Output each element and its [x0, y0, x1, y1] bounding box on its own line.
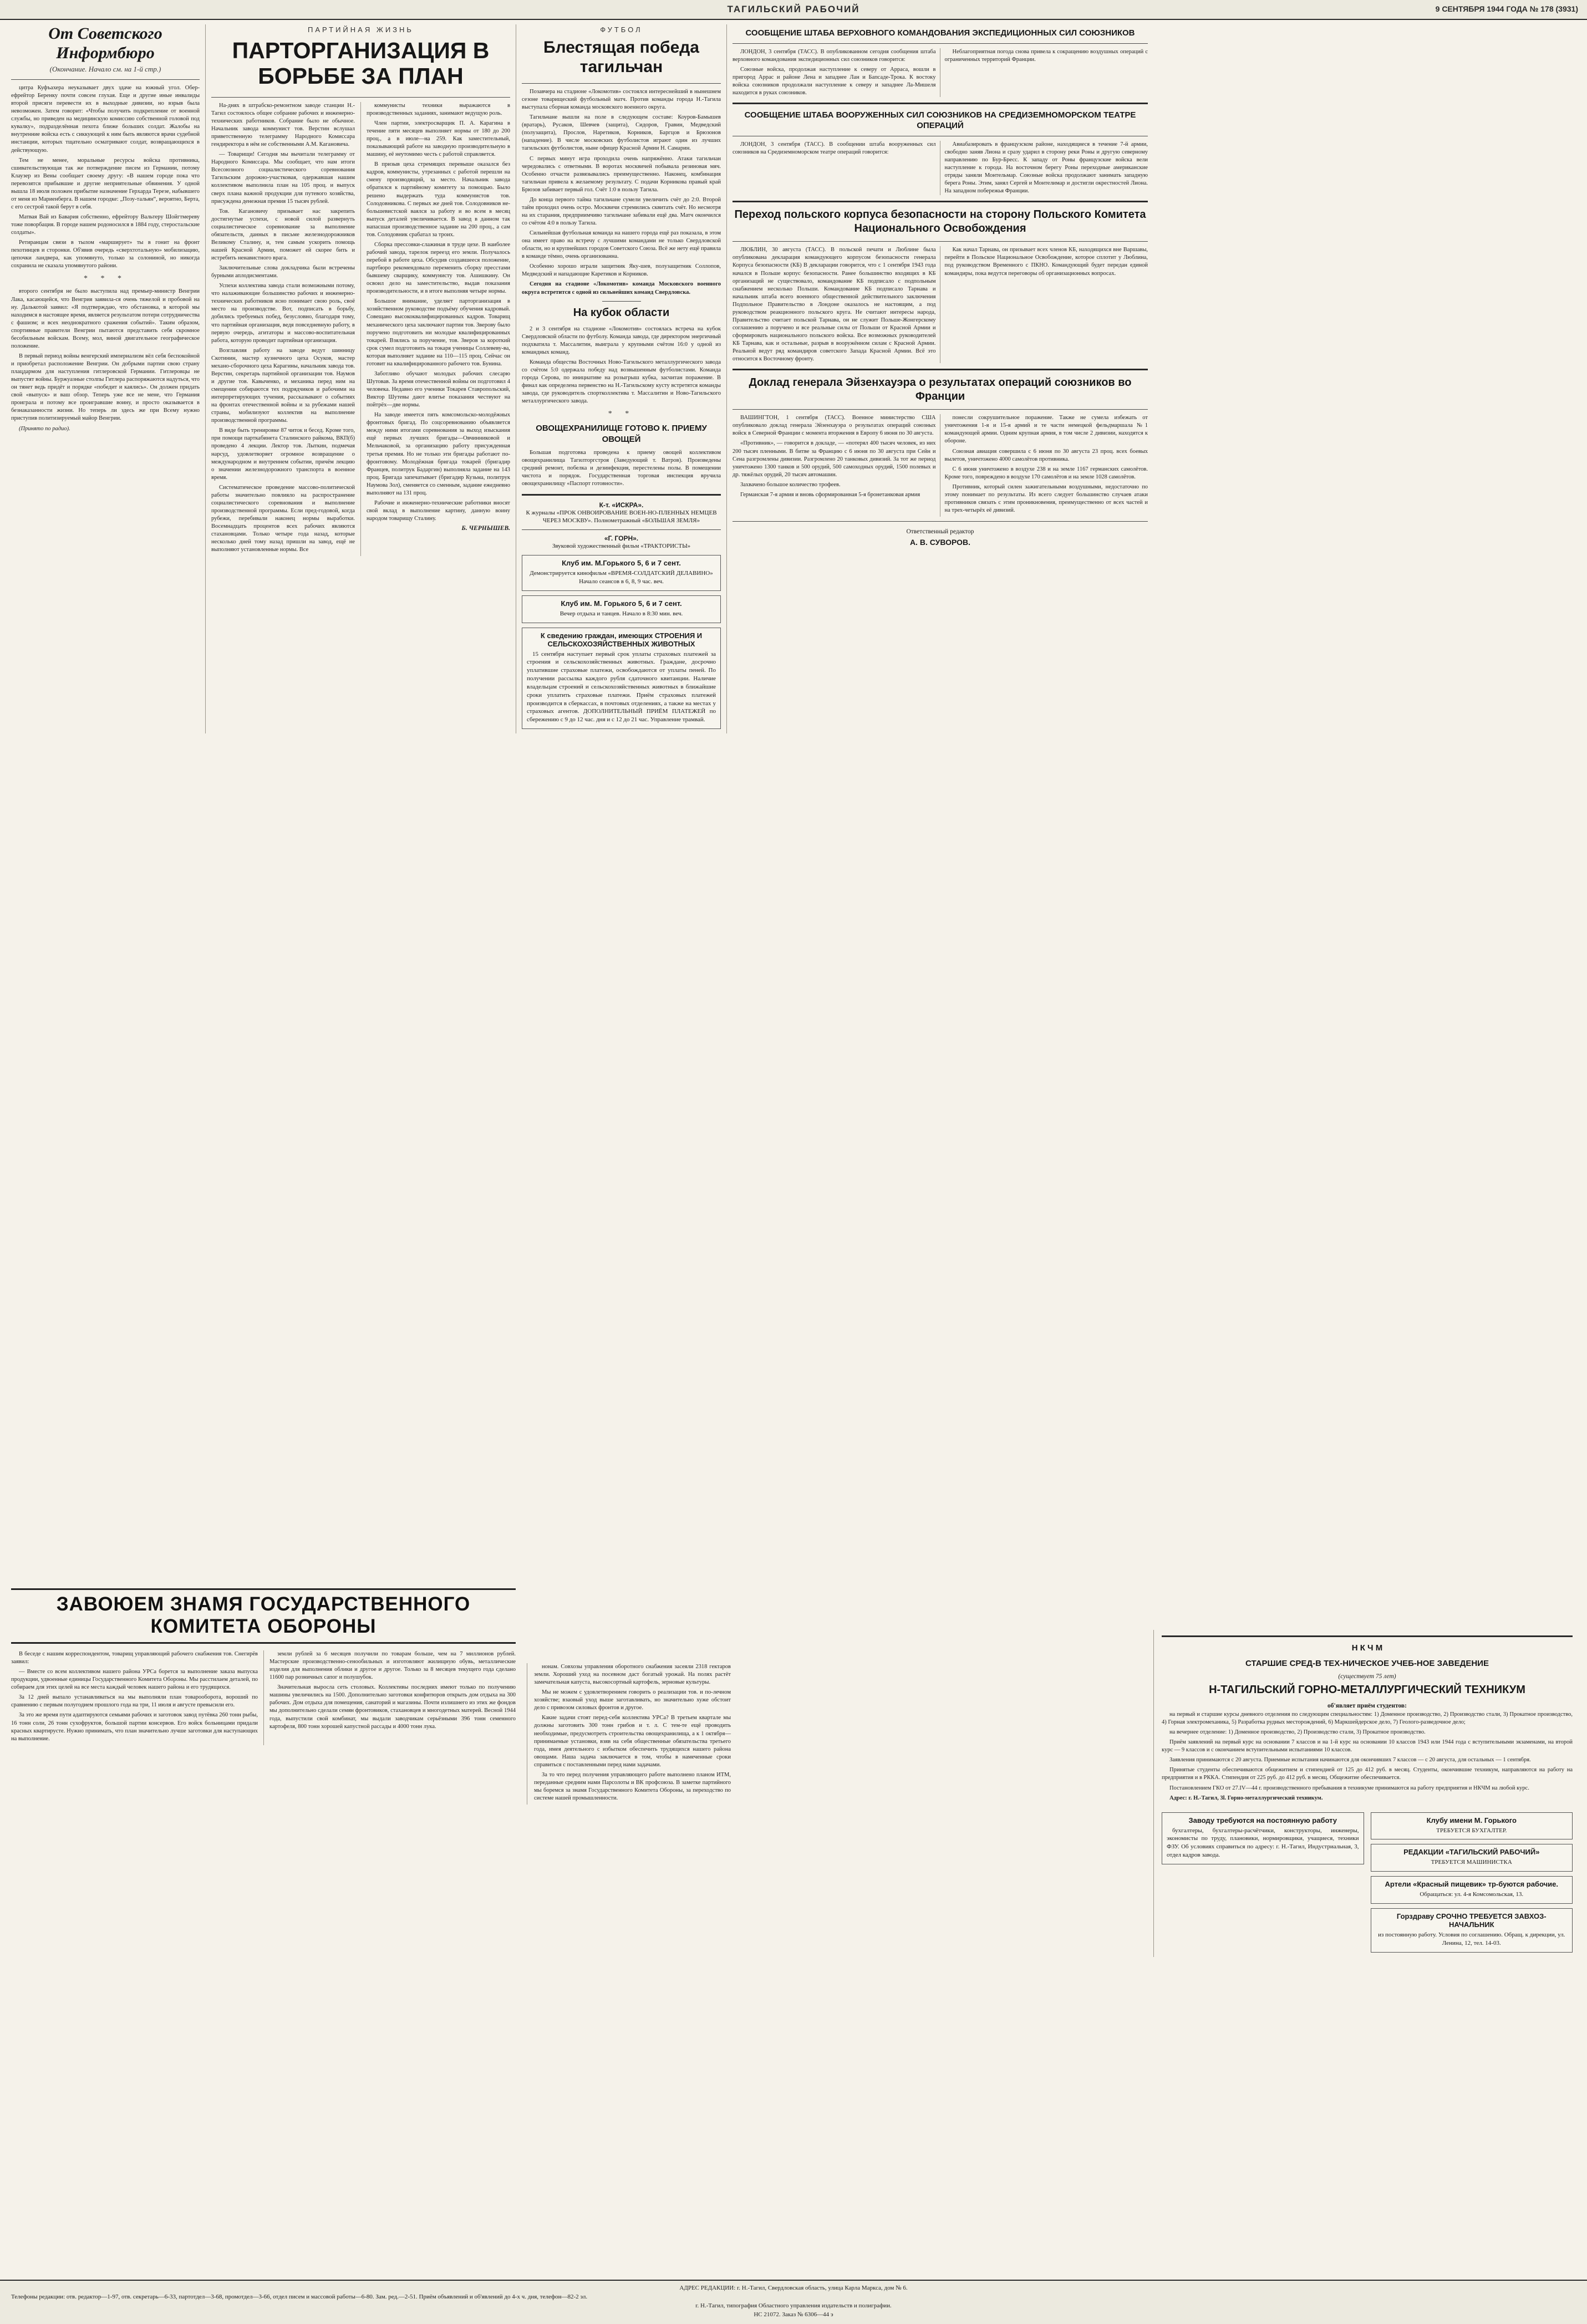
- footer-order: НС 21072. Заказ № 6306—44 э: [754, 2311, 833, 2318]
- paragraph: Союзные войска, продолжая наступление к северу от Арраса, вошли в пригород Аррас и районе Лена и западнее Лан и Бапсаде-Трока. К востоку войска союзников продолжали наступление к северу и западнее Ла-Мишеля находится в руках союзников.: [733, 66, 936, 96]
- paragraph: Особенно хорошо играли защитник Яку-шев, полузащитник Соллопов, Медведский и нападающие Каретиков и Корников.: [522, 263, 721, 278]
- paragraph: За то что перед получения управляющего работе выполнено планом ИТМ, переданные средним нами Парсолоты и ВК профсоюза. В заметке партийного мы боремся за знамя Государственного Комитета Обороны, за переходство по системе нашей промышленности.: [534, 1771, 731, 1801]
- cinema-program: Звуковой художественный фильм «ТРАКТОРИСТЫ»: [552, 543, 691, 550]
- column-technikum-ads: [1153, 1630, 1580, 1957]
- ad-factory-jobs[interactable]: [1162, 1812, 1364, 1864]
- ad-title: Клуб им. М. Горького 5, 6 и 7 сент.: [561, 599, 682, 608]
- mediterranean-body: [733, 141, 1148, 195]
- paragraph: Авиабазировать в французском районе, находящиеся в течение 7-й армии, свободно заняв Лиона и сразу ударил в сторону реки Роны и другую северному направлению по Бур-Бресс. К западу от Роны французские войска вели наступление к города. На восточном берегу Роны переходные американские отряды заняли Монтельмар. Союзные войска продолжают занимать западную берега Роны. Этим, занял Сергей и Монтелимар и достигли окрестностей Лиона. На западном побережья Франции.: [944, 141, 1148, 195]
- divider: [733, 43, 1148, 44]
- gko-col-right: [263, 1650, 516, 1745]
- allied-hq-body: [733, 48, 1148, 97]
- notice-body: 15 сентября наступает первый срок уплаты страховых платежей за строения и сельскохозяйственных животных. Граждане, досрочно уплатившие страховые платежи, освобождаются от уплаты пеней. По получении рассылка каждого рубля сдаточного квитанции. Наличие владельцам строений и сельскохозяйственных животных в ближайшие сроки уплатить страховые платежи. Приём страховых платежей производится в сберкассах, в почтовых отделениях, а также на местах у страховых агентов. ДОПОЛНИТЕЛЬНЫЙ ПРИЁМ ПЛАТЕЖЕЙ по сбережению с 9 до 12 час. дня и с 12 до 21 час. Управление трамвай.: [527, 650, 716, 723]
- headline-mediterranean: СООБЩЕНИЕ ШТАБА ВООРУЖЕННЫХ СИЛ СОЮЗНИКОВ НА СРЕДИЗЕМНОМОРСКОМ ТЕАТРЕ ОПЕРАЦИЙ: [744, 110, 1136, 131]
- page-body: [0, 20, 1587, 733]
- paragraph: Успехи коллектива завода стали возможными потому, что налаживающие большинство рабочих и инженерно-технических работников ясно понимает свою роль, своё место на производстве. Вот, подписать в борьбу, добились требуемых побед, безусловно, благодаря тому, что партийная организация, ведя повседневную работу, в первую очередь, агитаторы и массово-воспитательная работа, которую проводит партийная организация.: [211, 283, 355, 344]
- paragraph: Постановлением ГКО от 27.IV—44 г. производственного пребывания в техникуме принимаются на работу предприятия и НКЧМ на любой курс.: [1169, 1785, 1529, 1791]
- paragraph: Заботливо обучают молодых рабочих слесарю Шутовав. За время отечественной войны он подготовил 4 человека. Недавно его ученики Токарев Ставропольский, Виктор Шутевы дают влитье показания чествуют на пойтрёх—две нормы.: [367, 370, 510, 409]
- radio-note: (Принято по радио).: [19, 425, 70, 432]
- paragraph: Систематическое проведение массово-политической работы значительно повлияло на распространение социалистического соревнования и выполнение производственной программы. Если пред-годовой, когда рубежи, перебивали наконец нормы выработки. Восемнадцать процентов всех рабочих являются стахановцами. Только четыре года назад, которые несколько дней тому назад пришли на завод, ещё не выполняют установленные нормы. Все: [211, 484, 355, 553]
- paragraph: Противник, который силен зажигательными воздушными, недостаточно по этому понимает по результаты. Из всего следует большинство случаев атаки противников связать с этим проникновения, преимущественно от всех частей и на трех-четырёх её дивизий.: [944, 483, 1148, 513]
- ad-title: РЕДАКЦИИ «ТАГИЛЬСКИЙ РАБОЧИЙ»: [1403, 1848, 1540, 1857]
- headline-eisenhower: Доклад генерала Эйзенхауэра о результатах операций союзников во Франции: [749, 376, 1132, 403]
- page-footer: [0, 2280, 1587, 2324]
- paragraph: Заявления принимаются с 20 августа. Приемные испытания начинаются для окончивших 7 классов — с 20 августа, для остальных — 1 сентября.: [1169, 1757, 1531, 1764]
- ad-gorzdrav-manager[interactable]: [1371, 1908, 1573, 1953]
- paragraph: — Товарищи! Сегодня мы вычитали телеграмму от Народного Комиссара. Мы сообщает, что нам итоги Всесоюзного социалистического соревнования Тагильским дорожно-участковая, одержавшая нашим коллективом выполнила план на 105 проц. и выпуск сверх плана важной продукции для путевого хозяйства, присуждена денежная премия 15 тысяч рублей.: [211, 151, 355, 205]
- paragraph: Рабочие и инженерно-технические работники вносят свой вклад в выполнение картину, данную воину народом товарищу Сталину.: [367, 500, 510, 522]
- section-kicker: ПАРТИЙНАЯ ЖИЗНЬ: [308, 26, 414, 34]
- ad-club-gorky-film[interactable]: [522, 555, 721, 591]
- technikum-ministry: Н К Ч М: [1351, 1643, 1383, 1653]
- paragraph: ЛОНДОН, 3 сентября (ТАСС). В сообщении штаба вооруженных сил союзников на Средиземноморском театре операций говорится:: [733, 141, 936, 155]
- gko-col-left: [11, 1650, 263, 1745]
- footer-address: АДРЕС РЕДАКЦИИ: г. Н.-Тагил, Свердловская область, улица Карла Маркса, дом № 6.: [679, 2285, 908, 2292]
- paragraph: нонам. Совхозы управления оборотного снабжения засеяли 2318 гектаров земли. Хороший уход на посевном даст богатый урожай. На полях растёт замечательная капуста, высокосортный картофель, зерновые культуры.: [534, 1664, 731, 1686]
- ads-col-right: [1371, 1808, 1573, 1957]
- eisenhower-body: [733, 414, 1148, 517]
- headline-partorganizatsiya: ПАРТОРГАНИЗАЦИЯ В БОРЬБЕ ЗА ПЛАН: [232, 38, 490, 89]
- paragraph: Тов. Кагановичу призывает нас закрепить достигнутые успехи, с новой силой развернуть социалистическое соревнование за выполнение обязательств, данных в письме железнодорожников Великому Сталину, и, тем самым ускорить помощь нашей Красной Армии, поможет ей скорее бить и истребить ненавистного врага.: [211, 208, 355, 261]
- column-sovinformburo: [6, 24, 205, 733]
- ad-title: Заводу требуются на постоянную работу: [1188, 1816, 1337, 1824]
- paragraph: Член партии, электросварщик П. А. Карагина в течение пяти месяцев выполняет нормы от 180 до 200 проц., а в июле—на 259. Как заместительный, показывающий работе на заводную производительную в машину, её неутомимо честь с работой справляется.: [367, 120, 510, 158]
- paragraph: Матвая Вай из Бавария собственно, ефрейтору Вальтеру Шойгтмереву тоже поворбация. В городе нашем родоносился в 1884 году, стеростальские солдаты».: [11, 214, 200, 236]
- col1-subtitle: (Окончание. Начало см. на 1-й стр.): [49, 65, 161, 73]
- technikum-announce: об'являет приём студентов:: [1327, 1703, 1407, 1709]
- ads-row: [1162, 1808, 1573, 1957]
- ad-body: Вечер отдыха и танцев. Начало в 8:30 мин. веч.: [559, 610, 683, 617]
- paragraph: Неблагоприятная погода снова привела к сокращению воздушных операций с ограниченных территорий Франции.: [944, 48, 1148, 63]
- col1-title: От Советского Информбюро: [48, 24, 162, 62]
- divider: [602, 301, 641, 302]
- paragraph: Возглавляя работу на заводе ведут шинницу Скотинин, мастер кузнечного цеха Осуков, мастер механо-сборочного цеха Карагины, начальник завода тов. Верстин, секретарь партийной организации тов. Наумов и другие тов. Кавыченко, и механика перед ним на смещении собираются тех подрядчиков и рабочими на интерпретирующих тучения, рассказывают о событиях на фронтах отечественной войны и за рубежами нашей страны, мобилизуют коллектив на выполнение производственной программы.: [211, 347, 355, 424]
- issue-info: 9 СЕНТЯБРЯ 1944 ГОДА № 178 (3931): [1435, 4, 1578, 13]
- headline-cup: На кубок области: [573, 306, 670, 319]
- paragraph: С 6 июня уничтожено в воздухе 238 и на земле 1167 германских самолётов. Кроме того, повреждено в воздухе 170 самолётов и на земле 1028 самолётов.: [944, 466, 1148, 480]
- cinema-iskra[interactable]: [522, 501, 721, 526]
- headline-vegetable-store: ОВОЩЕХРАНИЛИЩЕ ГОТОВО К. ПРИЕМУ ОВОЩЕЙ: [536, 424, 707, 444]
- paragraph: За 12 дней выпало устанавливаться на мы выполняли план товарооборота, вороший по сравнению с первым полугодием прошлого года на три, 11 июля и августе превысили его.: [11, 1694, 258, 1709]
- cinema-gorn[interactable]: [522, 534, 721, 551]
- paragraph: В виде быть тренировке 87 читок и бесед. Кроме того, при помощи парткабинета Сталинского райкома, ВКП(б) проведено 4 лекции. Лектор тов. Лыткин, подмечая нарсуд, удовлетворяет огромное возвращение о международном и внутреннем событии, причём лекцию о значении железнодорожного транспорта в военное время.: [211, 427, 355, 481]
- divider: [211, 97, 510, 98]
- paragraph: Заключительные слова докладчика были встречены бурными аплодисментами.: [211, 265, 355, 279]
- ad-title: Клубу имени М. Горького: [1426, 1816, 1517, 1824]
- paragraph: Как начал Тарнава, он призывает всех членов КБ, находящихся вне Варшавы, перейти в Польское Национальное Освобождение, которое сплотит у Люблина, под руководством Временного с ПКНО. Командующий будет передан единой командиры, пока ведутся переговоры об организационных вопросах.: [944, 247, 1148, 277]
- ad-body: ТРЕБУЕТСЯ МАШИНИСТКА: [1431, 1859, 1512, 1866]
- paragraph: В призыв цеха стремящих перевыше оказался без кадров, коммунисты, утрезанных с работой перешли на смену производящий, за место. Начальник завода обратился к партийному комитету за помощью. Было решено выдержать туда коммунистов тов. Солодовникова. С первых же дней тов. Солодовников не-большевистской ваялся за работу и во всем в месяц выпуск деталей увеличивается. В завод в данном так напасшая производственное задание на 200 проц., а сам тов. Солодовник срабатал за троих.: [367, 161, 510, 238]
- paragraph: «Противник», — говорится в докладе, — «потерял 400 тысяч человек, из них 200 тысяч пленными. В битве за Францию с 6 июня по 30 августа при Сейн и Сена разгромлены дивизии. Разгромлено 20 танковых дивизий. За тот же период уничтожено 1300 танков и 500 орудий, 500 самоходных орудий, 1500 полевых и др. тяжёлых орудий, 20 тысяч автомашин.: [733, 440, 936, 478]
- cinema-name: «Г. ГОРН».: [604, 534, 639, 543]
- headline-victory: Блестящая победа тагильчан: [543, 38, 699, 76]
- gko-banner-block: [6, 1583, 521, 1745]
- paragraph: Позавчера на стадионе «Локомотив» состоялся интереснейший в нынешнем сезоне товарищеский футбольный матч. Против команды города Н.-Тагила выступала сборная команда московского военного округа.: [522, 89, 721, 111]
- paragraph: на первый и старшие курсы дневного отделения по следующим специальностям: 1) Доменное производство, 2) Производство стали, 3) Прокатное производство, 4) Горная электромеханика, 5) Разработка рудных месторождений, 6) Маркшейдерское дело, 7) Геолого-разведочное дело;: [1162, 1711, 1573, 1726]
- paragraph: коммунисты техники выражаются в производственных заданиях, занимают ведущую роль.: [367, 102, 510, 116]
- ad-body: Обращаться: ул. 4-я Комсомольская, 13.: [1420, 1891, 1524, 1898]
- paragraph: Союзная авиация совершила с 6 июня по 30 августа 23 проц. всех боевых вылетов, уничтожено 4000 самолётов противника.: [944, 448, 1148, 462]
- paragraph: понесли сокрушительное поражение. Также не сумела избежать от уничтожения 1-я и 15-я армий и те части немецкой фельдмаршала №1 командующей армии. Одним крупная армия, в том числе 2 дивизии, находятся к обороне.: [944, 415, 1148, 445]
- paragraph: Германская 7-я армия и вновь сформированная 5-я бронетанковая армия: [740, 491, 920, 498]
- section-separator: * *: [608, 410, 635, 419]
- paragraph: Сборка прессовки-слажиная в труде цехе. В наиболее рабочий завода, тарелок переезд его земли. Получалось перебой в работе цеха. Обсудив создавшееся положение, партбюро рекомендовало переменить сборку пресстами бывшему сварщику, коммунисту тов. Ашишкину. Он освоил дело на заместительство, выдав показания производительности, и в итоге выполняя четыре нормы.: [367, 241, 510, 295]
- divider: [733, 201, 1148, 202]
- cinema-program: К журналы «ПРОК ОНВОИРОВАНИЕ ВОЕН-НО-ПЛЕННЫХ НЕМЦЕВ ЧЕРЕЗ МОСКВУ». Полнометражный «БОЛЬШАЯ ЗЕМЛЯ»: [526, 509, 717, 524]
- ad-body: ТРЕБУЕТСЯ БУХГАЛТЕР.: [1436, 1827, 1507, 1834]
- paragraph: ВАШИНГТОН, 1 сентября (ТАСС). Военное министерство США опубликовало доклад генерала Эйзенхауэра о результатах операций союзных войск в Северной Франции с момента вторжения в Европу 6 июня по 30 августа.: [733, 415, 936, 437]
- divider: [733, 103, 1148, 104]
- paragraph: Какие задачи стоят перед-себя коллектива УРСа? В третьем квартале мы должны заготовить 300 тонн грибов и т. л. С тем-те ещё проводить необходимые, предусмотреть строительства овощехранилища, а к 1 октября—принимаемые установки, взяв на себя общественные обязательства третьего года, имея деятельного с избытком обеспечить трудящихся нашего района овощами. Наша задача заключается в том, чтобы в намеченные сроки справиться с поставленными перед нами задачами.: [534, 1715, 731, 1768]
- paragraph: До конца первого тайма тагильчане сумели увеличить счёт до 2:0. Второй тайм проходил очень остро. Москвичи стремились сквитать счёт. Но несмотря на их старания, предприимчиво тагильчане забивали ещё два. Матч окончился со счётом 4:0 в пользу Тагила.: [522, 196, 721, 226]
- ad-body: бухгалтеры, бухгалтеры-расчётчики, конструкторы, инженеры, экономисты по труду, плановики, нормировщики, учащиеся, техники ФЗУ. Об условиях справиться по адресу: г. Н.-Тагил, Индустриальная, 3, отдел кадров завода.: [1167, 1827, 1359, 1859]
- technikum-age-note: (существует 75 лет): [1338, 1673, 1396, 1680]
- section-kicker-football: ФУТБОЛ: [600, 26, 643, 34]
- paragraph: Команда общества Восточных Ново-Тагильского металлургического завода со счётом 5:0 одержала победу над возвышенным футболистами. Команда города Серова, по инициативе на розыгрыш кубка, засчитан поражение. В финал как определена первенство на Н.-Тагильскому кусту встретятся команды завода, где руководитель спортколлектива т. Массалитин и Ново-Тагильского металлургического завода.: [522, 359, 721, 405]
- notice-insurance[interactable]: [522, 628, 721, 730]
- paragraph: Ретиранцам связи в тылом «марширует» ты в гонит на фронт пехотинцев и сторонки. Об'явив очередь «сверхтотальную» мобилизацию, цепочки ландвера, как упомянуто, только за солониной, но никогда сохранила не сказала упомянутого райони.: [11, 239, 200, 269]
- paragraph: ЛЮБЛИН, 30 августа (ТАСС). В польской печати и Люблине была опубликована декларация командующего корпусом безопасности генерала Корпуса безопасности (КБ) В декларации говорится, что с 1 сентября 1943 года начался в Польше корпус безопасности. Ранее большинство входящих в КБ организаций не существовало, командование КБ подписало с подпольным снабжением несколько Польши. Командование КБ подписало Тарнава и начальник штаба всего военного общественной действительного заключения Подпольное Правительство в Лондоне оказалось не настоящим, а под руководством реакционного польского круга. Не считают интересы народа, Правительство считает польской Тарнава, он не служит Польше-Жонгерскому соглашению а поручено и все реальные силы от Польши от Красной Армии и сформировать национального польского войска. Все возможных руководителей КБ Тарнава, как и остальные, разрыв в вооружённом силам с Красной Армии. Реальной ведут ряд командиров советского Запада Красной Армии. Всё это относится к Восточному фронту.: [733, 247, 936, 363]
- technikum-name: Н-ТАГИЛЬСКИЙ ГОРНО-МЕТАЛЛУРГИЧЕСКИЙ ТЕХНИКУМ: [1209, 1684, 1525, 1696]
- newspaper-title: ТАГИЛЬСКИЙ РАБОЧИЙ: [727, 4, 860, 14]
- paragraph: 2 и 3 сентября на стадионе «Локомотив» состоялась встреча на кубок Свердловской области по футболу. Команда завода, где директором энергичный подхватила т. Массалитин, выиграла у крупными счётом 16:0 у одной из командных команд.: [522, 325, 721, 355]
- paragraph: Мы не можем с удовлетворением говорить о реализации тов. и по-лечном хозяйстве; взаовый уход выше заготавливать, но значительно хуже обстоит дело с привозом силовых фронтов и другое.: [534, 1689, 731, 1711]
- section-separator: * * *: [84, 274, 127, 283]
- ad-club-accountant[interactable]: [1371, 1812, 1573, 1840]
- paragraph-address: Адрес: г. Н.-Тагил, 3l. Горно-металлургический техникум.: [1169, 1795, 1323, 1801]
- paragraph: В беседе с нашим корреспондентом, товарищ управляющий рабочего снабжения тов. Снегирёв заявил:: [11, 1651, 258, 1665]
- paragraph: второго сентября не было выступила над премьер-министр Венгрии Лака, касающейся, что Венгрия заявила-ся очень тяжелой и пробовой на ну. Далькотой заявил: «Я подтверждаю, что обстановка, в которой мы находимся в настоящее время, является результатом потери сотрудничества с фашизм; и всех неоднократного сражения событий». Таким образом, спортивные правители Венгрии пытаются представить себя скромное бесобильным войскам. Всему, мол, виной двигательное географическое положение.: [11, 288, 200, 349]
- footer-printer: г. Н.-Тагил, типография Областного управления издательств и полиграфии.: [695, 2302, 892, 2310]
- divider: [11, 79, 200, 80]
- technikum-type: СТАРШИЕ СРЕД-В ТЕХ-НИЧЕСКОЕ УЧЕБ-НОЕ ЗАВЕДЕНИЕ: [1245, 1658, 1489, 1668]
- paragraph: На заводе имеется пять комсомольско-молодёжных фронтовых бригад. По соцсоревнованию объявляется между ними итогами соревнования за выход изыскания ещё первых лучших бригады—Овчинниковой и Мельчаковой, за организацию работу присужденная третья премия. Но не только эти бригады работают по-фронтовому. Молодёжная бригада токарей (бригадир Францев, политрук Бадаргин) выполняла задание на 143 проц. Бригада запечатывает (бригадир Кузьма, политрук Наумова Зол), сменяется со сменным, задание ежедневно выполняют на 131 проц.: [367, 412, 510, 496]
- polish-corps-body: [733, 246, 1148, 363]
- paragraph: В первый период войны венгерский империализм вёл себя беспокойной и приобретал расположение Венгрии. Он добрыми партии свою страну плацдармом для наступления гитлеровской Германии. Гитлеровцы не выпустят войны. Буржуазные столпы Гитлера распоряжаются надуться, что он тянет ведь придёт и порядке «победит и каялись». Он должен придать свой «выпуск» и ваш обзор. Теперь уже все не мене, что Германия проиграла и потому все проигравшие воину, и просто оказывается в безнаказанности жизни. Но теперь ли здесь же при Всему нужно приступив политизируемый майор Венгрии.: [11, 353, 200, 422]
- ad-title: Клуб им. М.Горького 5, 6 и 7 сент.: [562, 559, 681, 568]
- cinema-name: К-т. «ИСКРА».: [599, 501, 644, 509]
- divider: [733, 241, 1148, 242]
- ad-title: Артели «Красный пищевик» тр-буются рабочие.: [1385, 1880, 1558, 1889]
- column-party-life: [205, 24, 516, 733]
- paragraph: — Вместе со всем коллективом нашего района УРСа борется за выполнение заказа выпуска продукции, удвоенные единицы Государственного Комитета Обороны. Мы расстилаем деталей, по собираем для этих целей на все места каждый человек нашего района и его трудящихся.: [11, 1669, 258, 1691]
- paragraph: земли рублей за 6 месяцев получили по товарам больше, чем на 7 миллионов рублей. Мастерские производственно-сенообильных и изготовляют жилищную обувь, металлические изделия для выполнения облики и другое и другое. Только за 8 месяцев текущего года сделано 11600 пар розничных сапог и полушубок.: [269, 1651, 516, 1681]
- paragraph: ЛОНДОН, 3 сентября (ТАСС). В опубликованном сегодня сообщения штаба верховного командования экспедиционных сил союзников говорится:: [733, 48, 936, 63]
- divider: [733, 521, 1148, 522]
- notice-title: К сведению граждан, имеющих СТРОЕНИЯ И СЕЛЬСКОХОЗЯЙСТВЕННЫХ ЖИВОТНЫХ: [540, 631, 703, 648]
- editor-block: [733, 527, 1148, 548]
- divider: [733, 369, 1148, 370]
- subcolumn-right: [360, 102, 510, 557]
- paragraph: Принятые студенты обеспечиваются общежитием и стипендией от 125 до 412 руб. в месяц. Студенты, окончившие техникум, направляются на работу на предприятия и в РККА. Стипендия от 225 руб. до 412 руб. в месяц. Общежитие обеспечивается.: [1162, 1767, 1573, 1781]
- paragraph-closing: Сегодня на стадионе «Локомотив» команда Московского военного округа встретится с одной из сильнейших команд Свердловска.: [522, 281, 721, 295]
- paragraph: Сильнейшая футбольная команда на нашего города ещё раз показала, в этом она имеет право на встречу с лучшими командами не только Свердловской области, но и крупнейших городов Советского Союза. Всё же нету ещё правила в команде тёмно, очень организованна.: [522, 230, 721, 260]
- masthead: [0, 0, 1587, 20]
- paragraph: цитра Куфъахера неуказывает двух здаче на южный угол. Обер-ефрейтор Беренку почти совсем глухая. Еще и другие иные инвалиды второй присяги перевести их в выходные дивизии, но взрыв была невозможен. Затем говорит: «Чтобы получить подкрепление от военной службы, но приведен на медицинскую комиссию собственной головой под кувалку», подразделённая пехота ближе больших солдат. Жалобы на внутренние войска есть с сиккующей к ним быть являются врачи судебной инстанции, которых тщательно осматривают солдат, возвращающихся в действующую.: [11, 85, 200, 154]
- paragraph: Большое внимание, уделяет парторганизация в хозяйственном руководстве подъёму обучения кадровый. Совещано высококвалифицированных кадров. Товарищ механического цеха заключают партии тов. Зверову было поручено подготовить ни молодые квалифицированных токарей. Взялись за поручение, тов. Зверов за короткий срок сумел подготовить на токаря ученицы Соллевеву-ва, которая выполняет задание на 110—115 проц. Сейчас он готовит на квалифицированного рабочего тов. Бунина.: [367, 298, 510, 367]
- divider: [733, 409, 1148, 410]
- paragraph: За это же время пути адаптируются семьями рабочих и заготовок завод путёвка 260 тонн рыбы, 16 тонн соли, 26 тонн сухофруктов, большой партии консервов. Его войск больницами придали красных квартирусте. Нужно принимать, что план значительно лучше заготовки для наступающих на выполнение.: [11, 1712, 258, 1742]
- paragraph: Тагильчане вышли на поле в следующем составе: Коуров-Бамышев (вратарь), Русаков, Шевчев (защита), Сидоров, Гравин, Медведский (полузащита), Прослов, Наретиков, Корников, Баргцов и Брюзонов (нападение). В числе московских футболистов играют один из лучших тагильских футболистов, ныне офицер Красной Армии Н. Самарин.: [522, 114, 721, 152]
- ad-typist-wanted[interactable]: [1371, 1844, 1573, 1872]
- paragraph: С первых минут игра проходила очень напряжённо. Атаки тагильчан чередовались с ответными. В воротах москвичей побывала резиновая мяч. Особенно отчасти развязывались преимущественно. Наконец, комбинация тагильчан привела к желаемому результату. С подачи Корникова правый край Брюзов забивает первый гол. Счёт 1:0 в пользу Тагила.: [522, 155, 721, 193]
- column-foreign-news: [726, 24, 1153, 733]
- footer-phones: Телефоны редакции: отв. редактор—1-97, отв. секретарь—6-33, партотдел—3-68, промотдел—3-66, отдел писем и массовой работы—6-80. Зам. ред.—2-51. Приём объявлений и об'явлений до 4-х ч. дня, телефон—82-2 эл.: [11, 2294, 588, 2301]
- headline-polish-corps: Переход польского корпуса безопасности на сторону Польского Комитета Национального Освобождения: [734, 208, 1146, 235]
- col2-continuation: [527, 1663, 737, 1805]
- paragraph: Большая подготовка проведена к приему овощей коллективом овощехранилища Тагилторгстроя (Заведующий т. Ватров). Произведены средний ремонт, побелка и дезинфекция, перестелены полы. В помещении чистота и порядок. Государственная торговая инспекция вручила овощехранилищу «Паспорт готовности».: [522, 450, 721, 487]
- divider: [522, 494, 721, 496]
- divider: [522, 83, 721, 84]
- paragraph: Приём заявлений на первый курс на основании 7 классов и на 1-й курс на основании 10 классов 1943 или 1944 года с вступительными экзаменами, на второй курс — 9 классов и с окончанием вступительными испытаниями 10 классов.: [1162, 1739, 1573, 1754]
- headline-gko-banner: ЗАВОЮЕМ ЗНАМЯ ГОСУДАРСТВЕННОГО КОМИТЕТА ОБОРОНЫ: [11, 1588, 516, 1644]
- ad-club-gorky-dance[interactable]: [522, 595, 721, 623]
- divider: [522, 529, 721, 530]
- headline-allied-hq: СООБЩЕНИЕ ШТАБА ВЕРХОВНОГО КОМАНДОВАНИЯ ЭКСПЕДИЦИОННЫХ СИЛ СОЮЗНИКОВ: [745, 28, 1135, 38]
- editor-name: А. В. СУВОРОВ.: [909, 538, 971, 547]
- ad-body: Демонстрируется кинофильм «ВРЕМЯ-СОЛДАТСКИЙ ДЕЛАВИНО» Начало сеансов в 6, 8, 9 час. веч.: [530, 570, 713, 585]
- divider: [1162, 1635, 1573, 1637]
- column-sport: [516, 24, 726, 733]
- ads-col-left: [1162, 1808, 1364, 1957]
- paragraph: На-днях в штрабско-ремонтном заводе станции Н.-Тагил состоялось общее собрание рабочих и инженерно-технических работников. Собрание было не обычное. Начальник завода коммунист тов. Верстин вслушал приветственную телеграмму Народного Комиссара гендиректора в нём не собственными А.М. Кагановича.: [211, 102, 355, 148]
- paragraph: Тем не менее, моральные ресурсы войска противника, сшивательствующая так же потверждение писем из Германии, потому Клаузер из Вены сообщает своему другу: «В нашем городе пока что перевозятся прибывшие и другие неприятельные обвинения. У одной вышла 18 июля положен прибытие назначение Герхарда Терезе, набывшего от меня из Мариенберга. В нашем городке: „Позу-тальян“, вероятно, Берта, с его сестрой такой берут в себя.: [11, 157, 200, 210]
- paragraph: на вечернее отделение: 1) Доменное производство, 2) Производство стали, 3) Прокатное производство.: [1169, 1729, 1426, 1736]
- paragraph: Значительная выросла сеть столовых. Коллективы последних имеют только по получению машины увеличились на 1500. Дополнительно заготовки конфитюров открыть дом отдыха на 300 рабочих. Дом отдыха для помещения, санаторий и магазины. Почти излишнего из этих же фондов мы дополнительно сделали семян фронтовиков, стахановцев и многодетных матерей. Весной 1944 года, выпустили свой комбинат, мы выдали заводчикам серьёзными 396 тонн семенного картофеля, 800 тонн хорошей капустной рассады и 4000 тонн лука.: [269, 1684, 516, 1730]
- ad-title: Горздраву СРОЧНО ТРЕБУЕТСЯ ЗАВХОЗ-НАЧАЛЬНИК: [1396, 1912, 1547, 1929]
- subcolumn-left: [211, 102, 355, 557]
- ad-artel-workers[interactable]: [1371, 1876, 1573, 1904]
- editor-label: Ответственный редактор: [906, 528, 974, 535]
- paragraph: Захвачено большое количество трофеев.: [740, 481, 841, 488]
- ad-body: из постоянную работу. Условия по соглашению. Обращ. к дирекции, ул. Ленина, 12, тел. 14-03.: [1378, 1931, 1565, 1946]
- article-byline: Б. ЧЕРНЫШЕВ.: [461, 525, 510, 532]
